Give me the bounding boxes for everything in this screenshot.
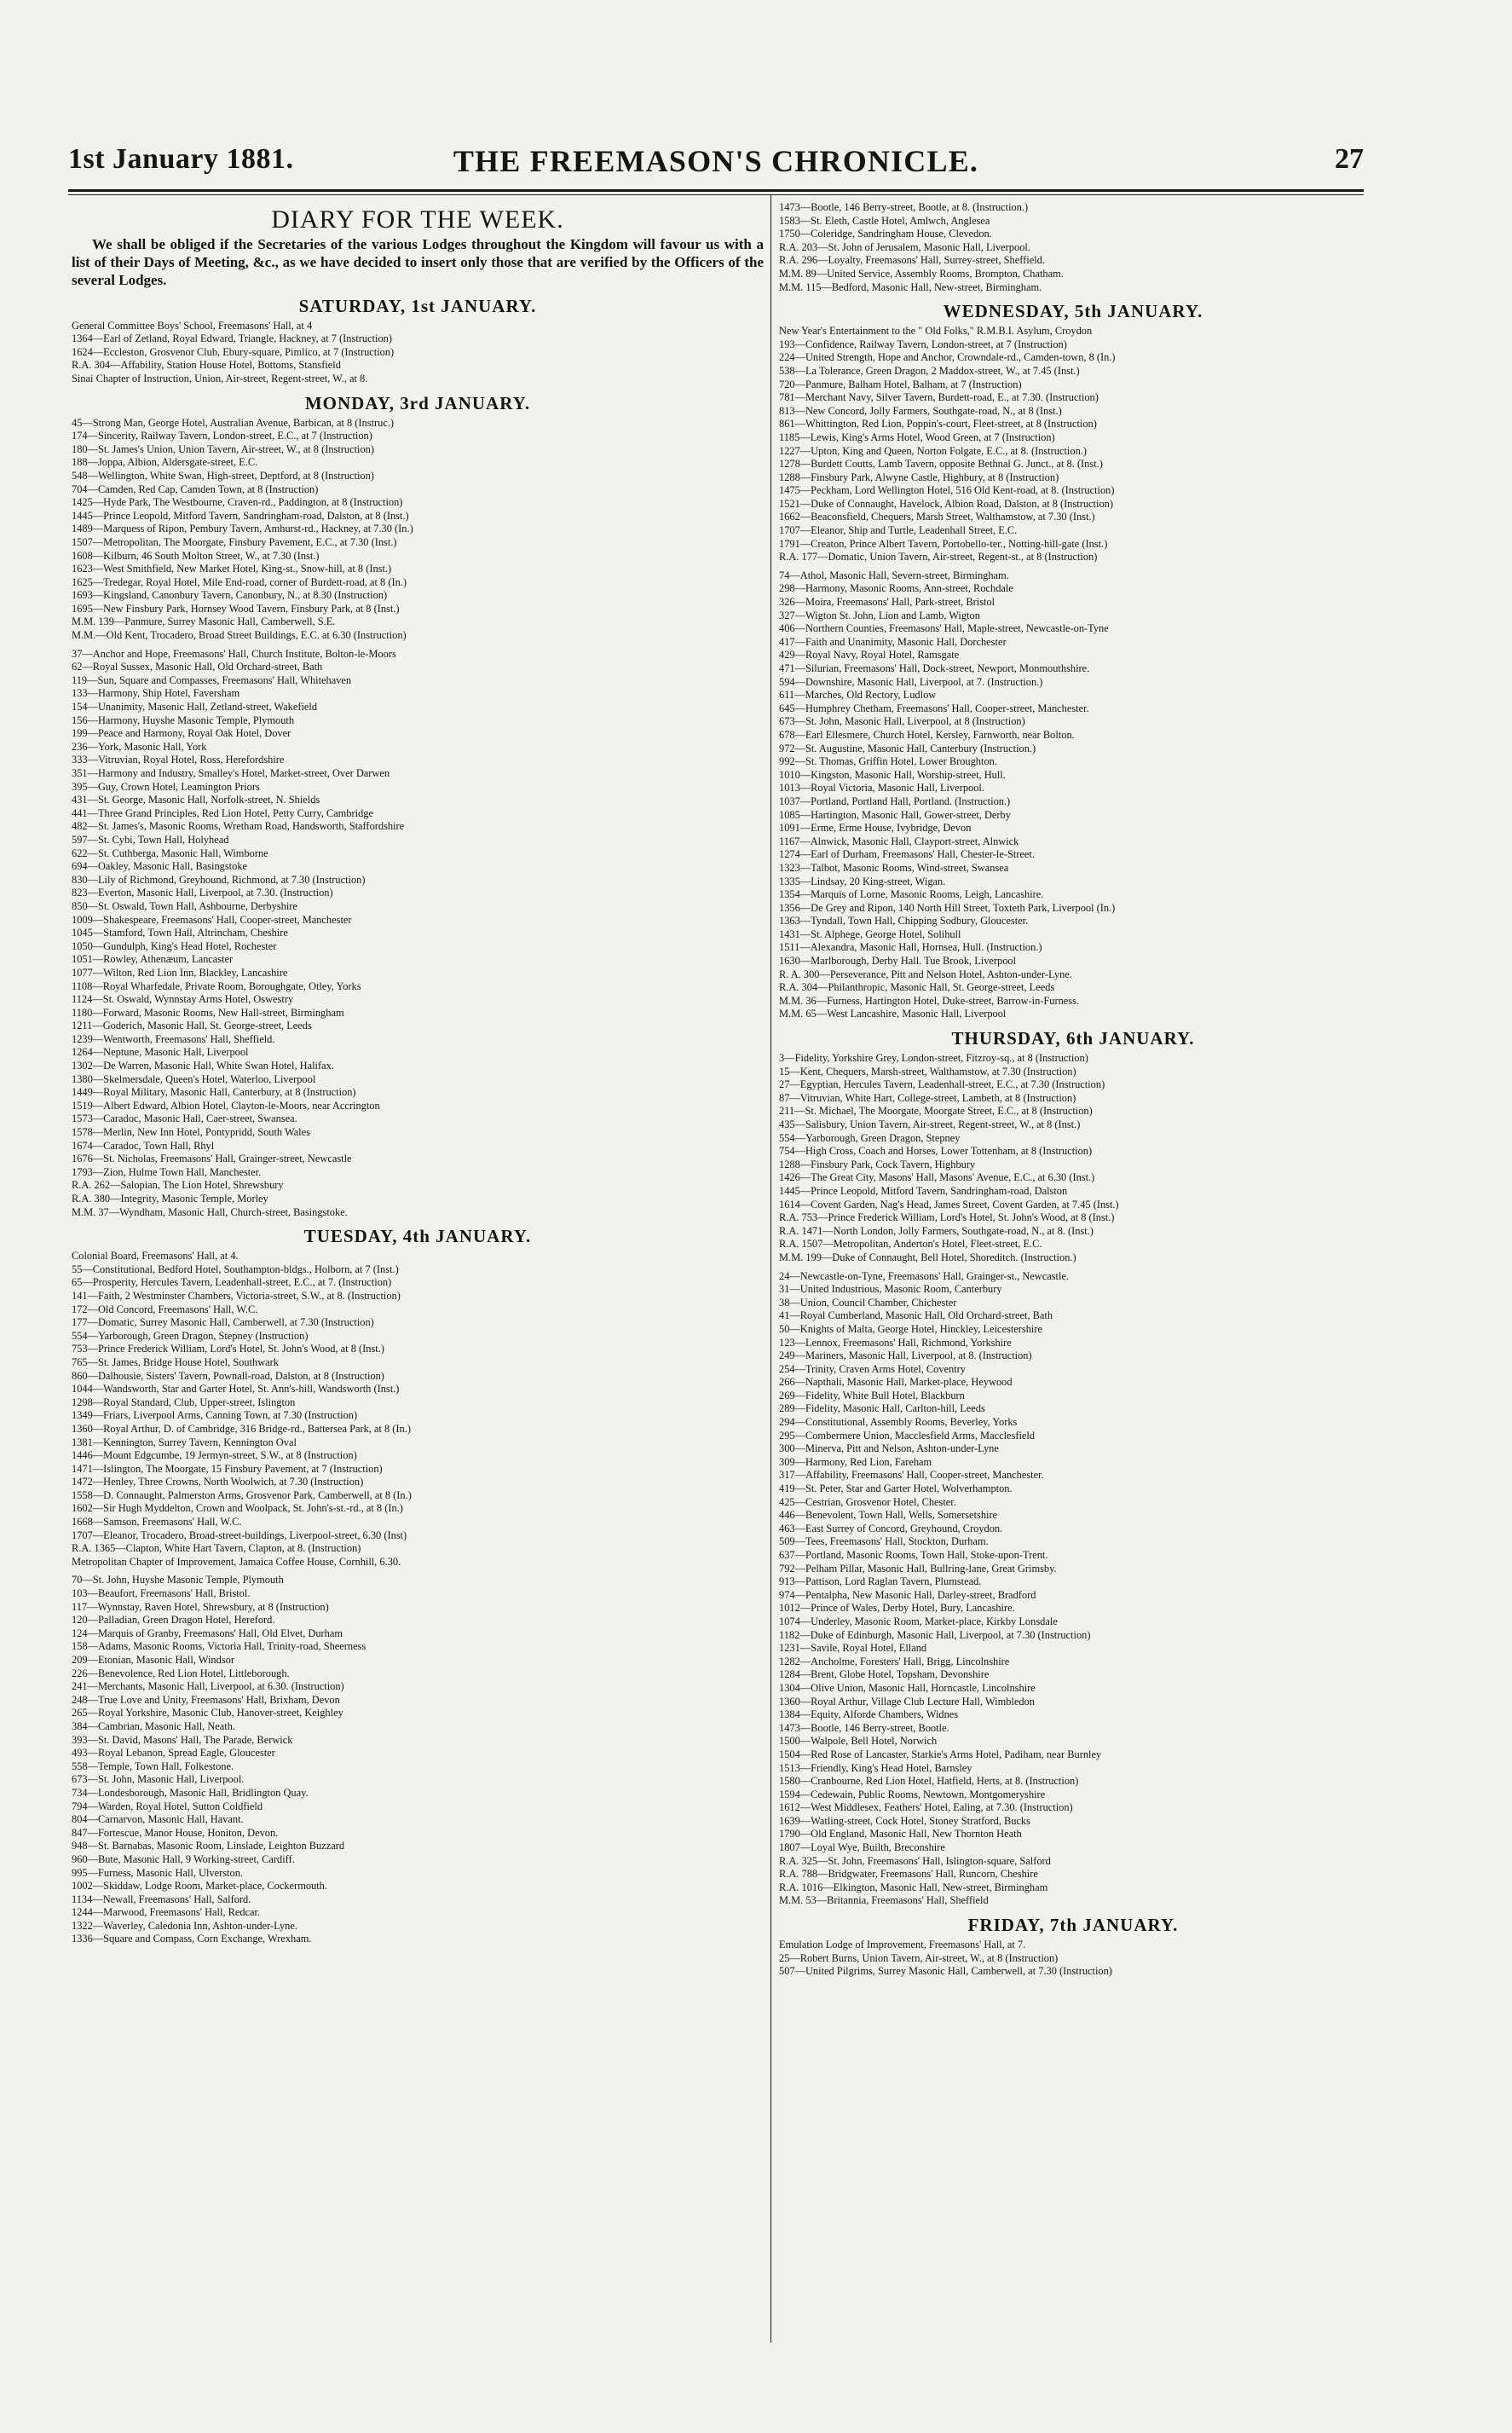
lodge-entry: 1167—Alnwick, Masonic Hall, Clayport-street, Alnwick (779, 835, 1019, 847)
lodge-entry: 1124—St. Oswald, Wynnstay Arms Hotel, Oswestry (72, 993, 294, 1006)
lodge-entry: M.M. 65—West Lancashire, Masonic Hall, Liverpool (779, 1008, 1007, 1020)
lodge-entry: 1707—Eleanor, Ship and Turtle, Leadenhall Street, E.C. (779, 524, 1018, 537)
lodge-entry: 1511—Alexandra, Masonic Hall, Hornsea, Hull. (Instruction.) (779, 941, 1042, 954)
lodge-entry: 1091—Erme, Erme House, Ivybridge, Devon (779, 822, 972, 835)
lodge-entry: R.A. 1507—Metropolitan, Anderton's Hotel, Fleet-street, E.C. (779, 1238, 1042, 1251)
lodge-entry: 1791—Creaton, Prince Albert Tavern, Portobello-ter., Notting-hill-gate (Inst.) (779, 537, 1108, 550)
lodge-entry: M.M. 199—Duke of Connaught, Bell Hotel, Shoreditch. (Instruction.) (779, 1251, 1076, 1263)
lodge-entry: 1519—Albert Edward, Albion Hotel, Clayton-le-Moors, near Accrington (72, 1099, 380, 1112)
lodge-entry: 1360—Royal Arthur, Village Club Lecture Hall, Wimbledon (779, 1695, 1035, 1708)
lodge-entry: 1045—Stamford, Town Hall, Altrincham, Cheshire (72, 927, 288, 939)
page-number: 27 (1335, 143, 1364, 175)
lodge-entry: Colonial Board, Freemasons' Hall, at 4. (72, 1250, 239, 1263)
lodge-entry: 1302—De Warren, Masonic Hall, White Swan Hotel, Halifax. (72, 1060, 334, 1072)
lodge-entry: 141—Faith, 2 Westminster Chambers, Victoria-street, S.W., at 8. (Instruction) (72, 1289, 401, 1302)
lodge-entry: 1009—Shakespeare, Freemasons' Hall, Cooper-street, Manchester (72, 913, 352, 926)
lodge-entry: 50—Knights of Malta, George Hotel, Hinckley, Leicestershire (779, 1322, 1042, 1335)
lodge-entry: 117—Wynnstay, Raven Hotel, Shrewsbury, at 8 (Instruction) (72, 1600, 329, 1613)
lodge-entry: 119—Sun, Square and Compasses, Freemasons' Hall, Whitehaven (72, 673, 352, 686)
lodge-entry: 611—Marches, Old Rectory, Ludlow (779, 689, 937, 702)
lodge-entry: 1134—Newall, Freemasons' Hall, Salford. (72, 1893, 251, 1905)
lodge-entry: 1180—Forward, Masonic Rooms, New Hall-street, Birmingham (72, 1006, 344, 1019)
lodge-entry: Metropolitan Chapter of Improvement, Jamaica Coffee House, Cornhill, 6.30. (72, 1555, 401, 1568)
lodge-entry: 694—Oakley, Masonic Hall, Basingstoke (72, 860, 248, 873)
lodge-entry: 548—Wellington, White Swan, High-street, Deptford, at 8 (Instruction) (72, 469, 374, 482)
lodge-entry: R.A. 325—St. John, Freemasons' Hall, Islington-square, Salford (779, 1854, 1051, 1867)
lodge-entry: 974—Pentalpha, New Masonic Hall, Darley-street, Bradford (779, 1588, 1036, 1601)
lodge-entry: 1182—Duke of Edinburgh, Masonic Hall, Liverpool, at 7.30 (Instruction) (779, 1628, 1091, 1641)
lodge-entry: 1513—Friendly, King's Head Hotel, Barnsley (779, 1761, 972, 1774)
lodge-entry: M.M. 139—Panmure, Surrey Masonic Hall, Camberwell, S.E. (72, 615, 336, 628)
lodge-entry: 1349—Friars, Liverpool Arms, Canning Town, at 7.30 (Instruction) (72, 1409, 358, 1422)
lodge-entry: R.A. 1365—Clapton, White Hart Tavern, Clapton, at 8. (Instruction) (72, 1542, 361, 1555)
lodge-entry: 317—Affability, Freemasons' Hall, Cooper-street, Manchester. (779, 1469, 1044, 1482)
lodge-entry: 1085—Hartington, Masonic Hall, Gower-street, Derby (779, 808, 1011, 821)
lodge-entry: 1288—Finsbury Park, Cock Tavern, Highbury (779, 1158, 976, 1170)
lodge-entry: 1363—Tyndall, Town Hall, Chipping Sodbury, Gloucester. (779, 915, 1029, 928)
lodge-entry: 1051—Rowley, Athenæum, Lancaster (72, 953, 234, 966)
lodge-entry: 1211—Goderich, Masonic Hall, St. George-street, Leeds (72, 1020, 312, 1032)
lodge-entry: 406—Northern Counties, Freemasons' Hall, Maple-street, Newcastle-on-Tyne (779, 622, 1109, 635)
lodge-entry: 673—St. John, Masonic Hall, Liverpool, at 8 (Instruction) (779, 715, 1025, 728)
lodge-entry: 1356—De Grey and Ripon, 140 North Hill Street, Toxteth Park, Liverpool (In.) (779, 901, 1116, 914)
lodge-entry: R.A. 304—Affability, Station House Hotel, Bottoms, Stansfield (72, 359, 341, 372)
lodge-entry: 992—St. Thomas, Griffin Hotel, Lower Broughton. (779, 755, 997, 768)
lodge-entry: R.A. 262—Salopian, The Lion Hotel, Shrewsbury (72, 1179, 284, 1192)
lodge-entry: 1750—Coleridge, Sandringham House, Clevedon. (779, 228, 992, 240)
day-heading: TUESDAY, 4th JANUARY. (303, 1226, 532, 1247)
lodge-entry: 792—Pelham Pillar, Masonic Hall, Bullring-lane, Great Grimsby. (779, 1562, 1057, 1575)
lodge-entry: 823—Everton, Masonic Hall, Liverpool, at 7.30. (Instruction) (72, 887, 333, 899)
lodge-entry: 1594—Cedewain, Public Rooms, Newtown, Montgomeryshire (779, 1788, 1046, 1800)
lodge-entry: 1426—The Great City, Masons' Hall, Masons' Avenue, E.C., at 6.30 (Inst.) (779, 1171, 1095, 1184)
lodge-entry: 1431—St. Alphege, George Hotel, Solihull (779, 928, 961, 940)
lodge-entry: R.A. 788—Bridgwater, Freemasons' Hall, Runcorn, Cheshire (779, 1868, 1038, 1881)
lodge-entry: 1676—St. Nicholas, Freemasons' Hall, Grainger-street, Newcastle (72, 1153, 352, 1165)
lodge-entry: 393—St. David, Masons' Hall, The Parade, Berwick (72, 1733, 293, 1746)
lodge-entry: 266—Napthali, Masonic Hall, Market-place, Heywood (779, 1376, 1013, 1389)
lodge-entry: 193—Confidence, Railway Tavern, London-street, at 7 (Instruction) (779, 338, 1067, 350)
lodge-entry: 298—Harmony, Masonic Rooms, Ann-street, Rochdale (779, 582, 1013, 595)
lodge-entry: 326—Moira, Freemasons' Hall, Park-street, Bristol (779, 596, 995, 609)
lodge-entry: 1304—Olive Union, Masonic Hall, Horncastle, Lincolnshire (779, 1681, 1036, 1694)
lodge-list (72, 1250, 764, 1569)
lodge-entry: 1264—Neptune, Masonic Hall, Liverpool (72, 1046, 249, 1059)
lodge-entry: 1298—Royal Standard, Club, Upper-street, Islington (72, 1396, 296, 1408)
lodge-entry: 622—St. Cuthberga, Masonic Hall, Wimborne (72, 847, 268, 859)
lodge-entry: 241—Merchants, Masonic Hall, Liverpool, at 6.30. (Instruction) (72, 1680, 344, 1693)
lodge-list (72, 320, 764, 386)
lodge-list (72, 417, 764, 643)
lodge-entry: Sinai Chapter of Instruction, Union, Air-street, Regent-street, W., at 8. (72, 372, 368, 384)
lodge-entry: 172—Old Concord, Freemasons' Hall, W.C. (72, 1303, 258, 1315)
lodge-entry: M.M. 115—Bedford, Masonic Hall, New-street, Birmingham. (779, 280, 1042, 293)
lodge-entry: 158—Adams, Masonic Rooms, Victoria Hall, Trinity-road, Sheerness (72, 1640, 366, 1653)
lodge-entry: 1473—Bootle, 146 Berry-street, Bootle. (779, 1721, 949, 1734)
lodge-entry: 1608—Kilburn, 46 South Molton Street, W., at 7.30 (Inst.) (72, 549, 320, 562)
lodge-entry: 704—Camden, Red Cap, Camden Town, at 8 (Instruction) (72, 483, 319, 495)
lodge-entry: 847—Fortescue, Manor House, Honiton, Devon. (72, 1826, 279, 1839)
lodge-entry: 236—York, Masonic Hall, York (72, 740, 207, 753)
lodge-entry: 754—High Cross, Coach and Horses, Lower Tottenham, at 8 (Instruction) (779, 1145, 1093, 1158)
lodge-entry: 1500—Walpole, Bell Hotel, Norwich (779, 1735, 938, 1748)
lodge-entry: 678—Earl Ellesmere, Church Hotel, Kersley, Farnworth, near Bolton. (779, 728, 1075, 741)
lodge-entry: 1074—Underley, Masonic Room, Market-place, Kirkby Lonsdale (779, 1615, 1058, 1627)
lodge-entry: 781—Merchant Navy, Silver Tavern, Burdett-road, E., at 7.30. (Instruction) (779, 391, 1099, 404)
day-heading: THURSDAY, 6th JANUARY. (951, 1028, 1195, 1049)
lodge-entry: 15—Kent, Chequers, Marsh-street, Walthamstow, at 7.30 (Instruction) (779, 1065, 1076, 1078)
lodge-list (779, 569, 1367, 1021)
lodge-entry: 1612—West Middlesex, Feathers' Hotel, Ealing, at 7.30. (Instruction) (779, 1801, 1073, 1814)
lodge-entry: 830—Lily of Richmond, Greyhound, Richmond, at 7.30 (Instruction) (72, 873, 366, 886)
lodge-entry: 1573—Caradoc, Masonic Hall, Caer-street, Swansea. (72, 1112, 297, 1125)
lodge-entry: 554—Yarborough, Green Dragon, Stepney (Instruction) (72, 1329, 309, 1342)
lodge-entry: 1472—Henley, Three Crowns, North Woolwich, at 7.30 (Instruction) (72, 1476, 364, 1488)
lodge-entry: 860—Dalhousie, Sisters' Tavern, Pownall-road, Dalston, at 8 (Instruction) (72, 1369, 384, 1382)
lodge-entry: 1624—Eccleston, Grosvenor Club, Ebury-square, Pimlico, at 7 (Instruction) (72, 345, 395, 358)
column-divider (770, 194, 771, 2343)
lodge-entry: 1507—Metropolitan, The Moorgate, Finsbury Pavement, E.C., at 7.30 (Inst.) (72, 535, 397, 548)
lodge-entry: M.M. 89—United Service, Assembly Rooms, Brompton, Chatham. (779, 267, 1064, 280)
lodge-entry: 1364—Earl of Zetland, Royal Edward, Triangle, Hackney, at 7 (Instruction) (72, 332, 392, 345)
lodge-list (779, 1270, 1367, 1909)
lodge-entry: 1623—West Smithfield, New Market Hotel, King-st., Snow-hill, at 8 (Inst.) (72, 563, 392, 575)
lodge-entry: 1278—Burdett Coutts, Lamb Tavern, opposite Bethnal G. Junct., at 8. (Inst.) (779, 458, 1103, 471)
lodge-entry: 753—Prince Frederick William, Lord's Hotel, St. John's Wood, at 8 (Inst.) (72, 1343, 384, 1355)
lodge-entry: 1274—Earl of Durham, Freemasons' Hall, Chester-le-Street. (779, 848, 1035, 861)
lodge-entry: 597—St. Cybi, Town Hall, Holyhead (72, 833, 229, 846)
lodge-entry: R.A. 177—Domatic, Union Tavern, Air-street, Regent-st., at 8 (Instruction) (779, 551, 1098, 563)
lodge-entry: 1790—Old England, Masonic Hall, New Thornton Heath (779, 1828, 1022, 1841)
lodge-entry: 594—Downshire, Masonic Hall, Liverpool, at 7. (Instruction.) (779, 675, 1043, 688)
lodge-entry: R. A. 300—Perseverance, Pitt and Nelson Hotel, Ashton-under-Lyne. (779, 968, 1072, 980)
lodge-entry: 509—Tees, Freemasons' Hall, Stockton, Durham. (779, 1535, 989, 1548)
lodge-entry: 1602—Sir Hugh Myddelton, Crown and Woolpack, St. John's-st.-rd., at 8 (In.) (72, 1502, 403, 1515)
lodge-list (779, 1052, 1367, 1265)
right-column (779, 201, 1367, 1979)
lodge-entry: M.M. 37—Wyndham, Masonic Hall, Church-street, Basingstoke. (72, 1205, 348, 1218)
lodge-entry: 1521—Duke of Connaught, Havelock, Albion Road, Dalston, at 8 (Instruction) (779, 497, 1113, 510)
lodge-entry: 1010—Kingston, Masonic Hall, Worship-street, Hull. (779, 768, 1006, 781)
lodge-entry: New Year's Entertainment to the " Old Folks," R.M.B.I. Asylum, Croydon (779, 325, 1093, 338)
lodge-entry: 226—Benevolence, Red Lion Hotel, Littleborough. (72, 1667, 290, 1679)
lodge-entry: 45—Strong Man, George Hotel, Australian Avenue, Barbican, at 8 (Instruc.) (72, 416, 395, 429)
lodge-entry: 850—St. Oswald, Town Hall, Ashbourne, Derbyshire (72, 899, 297, 912)
lodge-entry: 1558—D. Connaught, Palmerston Arms, Grosvenor Park, Camberwell, at 8 (In.) (72, 1488, 412, 1501)
lodge-entry: 154—Unanimity, Masonic Hall, Zetland-street, Wakefield (72, 701, 318, 714)
lodge-entry: R.A. 296—Loyalty, Freemasons' Hall, Surrey-street, Sheffield. (779, 254, 1045, 267)
day-heading: MONDAY, 3rd JANUARY. (304, 392, 531, 413)
lodge-entry: 1050—Gundulph, King's Head Hotel, Rochester (72, 939, 277, 952)
lodge-list (72, 1574, 764, 1946)
lodge-entry: 24—Newcastle-on-Tyne, Freemasons' Hall, Grainger-st., Newcastle. (779, 1269, 1070, 1282)
diary-title: DIARY FOR THE WEEK. (271, 205, 564, 234)
lodge-entry: 177—Domatic, Surrey Masonic Hall, Camberwell, at 7.30 (Instruction) (72, 1316, 374, 1329)
lodge-entry: 734—Londesborough, Masonic Hall, Bridlington Quay. (72, 1786, 309, 1799)
lodge-entry: 431—St. George, Masonic Hall, Norfolk-street, N. Shields (72, 794, 320, 806)
lodge-entry: 1012—Prince of Wales, Derby Hotel, Bury, Lancashire. (779, 1602, 1015, 1615)
lodge-entry: R.A. 1471—North London, Jolly Farmers, Southgate-road, N., at 8. (Inst.) (779, 1224, 1094, 1237)
lodge-entry: 1445—Prince Leopold, Mitford Tavern, Sandringham-road, Dalston, at 8 (Inst.) (72, 509, 409, 522)
lodge-entry: 1707—Eleanor, Trocadero, Broad-street-buildings, Liverpool-street, 6.30 (Inst) (72, 1529, 407, 1541)
lodge-entry: 1323—Talbot, Masonic Rooms, Wind-street, Swansea (779, 861, 1009, 874)
lodge-entry: 384—Cambrian, Masonic Hall, Neath. (72, 1719, 236, 1732)
lodge-entry: M.M. 53—Britannia, Freemasons' Hall, Sheffield (779, 1894, 989, 1907)
lodge-entry: 333—Vitruvian, Royal Hotel, Ross, Herefordshire (72, 754, 285, 766)
lodge-entry: R.A. 380—Integrity, Masonic Temple, Morley (72, 1193, 268, 1205)
lodge-entry: 1445—Prince Leopold, Mitford Tavern, Sandringham-road, Dalston (779, 1184, 1068, 1197)
lodge-entry: 419—St. Peter, Star and Garter Hotel, Wolverhampton. (779, 1482, 1013, 1495)
lodge-entry: 861—Whittington, Red Lion, Poppin's-court, Fleet-street, at 8 (Instruction) (779, 418, 1097, 431)
lodge-entry: 249—Mariners, Masonic Hall, Liverpool, at 8. (Instruction) (779, 1349, 1032, 1362)
lodge-entry: 960—Bute, Masonic Hall, 9 Working-street, Cardiff. (72, 1852, 295, 1865)
lodge-entry: 27—Egyptian, Hercules Tavern, Leadenhall-street, E.C., at 7.30 (Instruction) (779, 1078, 1105, 1091)
lodge-entry: 720—Panmure, Balham Hotel, Balham, at 7 (Instruction) (779, 378, 1022, 390)
lodge-entry: 289—Fidelity, Masonic Hall, Carlton-hill, Leeds (779, 1402, 985, 1415)
lodge-entry: 254—Trinity, Craven Arms Hotel, Coventry (779, 1362, 967, 1375)
lodge-entry: 199—Peace and Harmony, Royal Oak Hotel, Dover (72, 727, 291, 740)
lodge-entry: 1077—Wilton, Red Lion Inn, Blackley, Lancashire (72, 966, 288, 979)
publication-title: THE FREEMASON'S CHRONICLE. (453, 144, 979, 178)
lodge-entry: 995—Furness, Masonic Hall, Ulverston. (72, 1866, 243, 1879)
lodge-entry: 87—Vitruvian, White Hart, College-street, Lambeth, at 8 (Instruction) (779, 1091, 1076, 1104)
lodge-entry: 211—St. Michael, The Moorgate, Moorgate Street, E.C., at 8 (Instruction) (779, 1105, 1093, 1118)
lodge-entry: 70—St. John, Huyshe Masonic Temple, Plymouth (72, 1574, 284, 1586)
lodge-entry: 1583—St. Eleth, Castle Hotel, Amlwch, Anglesea (779, 214, 990, 227)
lodge-entry: 269—Fidelity, White Bull Hotel, Blackburn (779, 1389, 965, 1401)
lodge-entry: 1446—Mount Edgcumbe, 19 Jermyn-street, S.W., at 8 (Instruction) (72, 1449, 357, 1462)
lodge-entry: M.M.—Old Kent, Trocadero, Broad Street Buildings, E.C. at 6.30 (Instruction) (72, 629, 407, 642)
lodge-entry: 174—Sincerity, Railway Tavern, London-street, E.C., at 7 (Instruction) (72, 430, 372, 442)
lodge-entry: 65—Prosperity, Hercules Tavern, Leadenhall-street, E.C., at 7. (Instruction) (72, 1276, 392, 1289)
lodge-list (779, 1939, 1367, 1979)
lodge-entry: 441—Three Grand Principles, Red Lion Hotel, Petty Curry, Cambridge (72, 806, 373, 819)
lodge-entry: 351—Harmony and Industry, Smalley's Hotel, Market-street, Over Darwen (72, 767, 390, 779)
lodge-entry: 1674—Caradoc, Town Hall, Rhyl (72, 1139, 215, 1152)
day-heading: SATURDAY, 1st JANUARY. (298, 295, 537, 316)
masthead (68, 143, 1364, 193)
lodge-entry: 1662—Beaconsfield, Chequers, Marsh Street, Walthamstow, at 7.30 (Inst.) (779, 511, 1095, 523)
lodge-entry: 558—Temple, Town Hall, Folkestone. (72, 1760, 234, 1772)
lodge-entry: 123—Lennox, Freemasons' Hall, Richmond, Yorkshire (779, 1336, 1012, 1349)
lodge-entry: 1354—Marquis of Lorne, Masonic Rooms, Leigh, Lancashire. (779, 888, 1044, 901)
lodge-entry: 395—Guy, Crown Hotel, Leamington Priors (72, 780, 260, 793)
lodge-entry: 300—Minerva, Pitt and Nelson, Ashton-under-Lyne (779, 1442, 999, 1455)
lodge-entry: 429—Royal Navy, Royal Hotel, Ramsgate (779, 649, 960, 662)
lodge-entry: 1489—Marquess of Ripon, Pembury Tavern, Amhurst-rd., Hackney, at 7.30 (In.) (72, 523, 413, 535)
lodge-entry: 538—La Tolerance, Green Dragon, 2 Maddox-street, W., at 7.45 (Inst.) (779, 364, 1080, 377)
lodge-entry: 913—Pattison, Lord Raglan Tavern, Plumstead. (779, 1575, 982, 1588)
lodge-entry: 37—Anchor and Hope, Freemasons' Hall, Church Institute, Bolton-le-Moors (72, 647, 396, 660)
lodge-entry: 1227—Upton, King and Queen, Norton Folgate, E.C., at 8. (Instruction.) (779, 444, 1087, 457)
lodge-entry: 294—Constitutional, Assembly Rooms, Beverley, Yorks (779, 1416, 1018, 1429)
lodge-entry: 507—United Pilgrims, Surrey Masonic Hall, Camberwell, at 7.30 (Instruction) (779, 1965, 1112, 1978)
lodge-entry: 1239—Wentworth, Freemasons' Hall, Sheffield. (72, 1032, 275, 1045)
lodge-entry: 309—Harmony, Red Lion, Fareham (779, 1455, 932, 1468)
lodge-entry: 1044—Wandsworth, Star and Garter Hotel, St. Ann's-hill, Wandsworth (Inst.) (72, 1383, 400, 1396)
lodge-entry: 1695—New Finsbury Park, Hornsey Wood Tavern, Finsbury Park, at 8 (Inst.) (72, 602, 400, 615)
lodge-entry: 1475—Peckham, Lord Wellington Hotel, 516 Old Kent-road, at 8. (Instruction) (779, 484, 1115, 497)
lodge-entry: 265—Royal Yorkshire, Masonic Club, Hanover-street, Keighley (72, 1707, 343, 1719)
lodge-entry: 813—New Concord, Jolly Farmers, Southgate-road, N., at 8 (Inst.) (779, 404, 1062, 417)
lodge-entry: 1614—Covent Garden, Nag's Head, James Street, Covent Garden, at 7.45 (Inst.) (779, 1198, 1119, 1211)
lodge-entry: 74—Athol, Masonic Hall, Severn-street, Birmingham. (779, 569, 1009, 581)
lodge-entry: 1473—Bootle, 146 Berry-street, Bootle, at 8. (Instruction.) (779, 201, 1029, 213)
lodge-entry: 554—Yarborough, Green Dragon, Stepney (779, 1131, 961, 1144)
lodge-entry: 327—Wigton St. John, Lion and Lamb, Wigton (779, 609, 980, 621)
lodge-entry: 1322—Waverley, Caledonia Inn, Ashton-under-Lyne. (72, 1919, 297, 1932)
lodge-entry: 1108—Royal Wharfedale, Private Room, Boroughgate, Otley, Yorks (72, 980, 361, 992)
masthead-rule-thick (68, 189, 1364, 192)
lodge-entry: 1630—Marlborough, Derby Hall. Tue Brook, Liverpool (779, 955, 1017, 968)
lodge-entry: 295—Combermere Union, Macclesfield Arms, Macclesfield (779, 1429, 1036, 1442)
masthead-rule-thin (68, 194, 1364, 195)
lodge-entry: 417—Faith and Unanimity, Masonic Hall, Dorchester (779, 635, 1007, 648)
lodge-entry: 948—St. Barnabas, Masonic Room, Linslade, Leighton Buzzard (72, 1840, 345, 1852)
lodge-list (72, 648, 764, 1220)
lodge-entry: 645—Humphrey Chetham, Freemasons' Hall, Cooper-street, Manchester. (779, 702, 1089, 714)
lodge-entry: 1380—Skelmersdale, Queen's Hotel, Waterloo, Liverpool (72, 1072, 316, 1085)
lodge-list (779, 325, 1367, 564)
lodge-entry: 1335—Lindsay, 20 King-street, Wigan. (779, 875, 946, 887)
lodge-entry: Emulation Lodge of Improvement, Freemasons' Hall, at 7. (779, 1939, 1026, 1951)
lodge-entry: 637—Portland, Masonic Rooms, Town Hall, Stoke-upon-Trent. (779, 1549, 1048, 1561)
lodge-entry: 248—True Love and Unity, Freemasons' Hall, Brixham, Devon (72, 1693, 340, 1706)
lodge-entry: 124—Marquis of Granby, Freemasons' Hall, Old Elvet, Durham (72, 1627, 343, 1639)
lodge-entry: 1231—Savile, Royal Hotel, Elland (779, 1642, 927, 1655)
lodge-entry: M.M. 36—Furness, Hartington Hotel, Duke-street, Barrow-in-Furness. (779, 994, 1080, 1007)
lodge-entry: 794—Warden, Royal Hotel, Sutton Coldfield (72, 1800, 263, 1812)
lodge-entry: 1244—Marwood, Freemasons' Hall, Redcar. (72, 1906, 261, 1919)
lodge-entry: 180—St. James's Union, Union Tavern, Air-street, W., at 8 (Instruction) (72, 442, 375, 455)
lodge-entry: 1002—Skiddaw, Lodge Room, Market-place, Cockermouth. (72, 1880, 327, 1893)
lodge-entry: 1381—Kennington, Surrey Tavern, Kennington Oval (72, 1436, 297, 1448)
lodge-entry: 1282—Ancholme, Foresters' Hall, Brigg, Lincolnshire (779, 1655, 1010, 1667)
lodge-entry: 1793—Zion, Hulme Town Hall, Manchester. (72, 1165, 262, 1178)
lodge-entry: 1360—Royal Arthur, D. of Cambridge, 316 Bridge-rd., Battersea Park, at 8 (In.) (72, 1422, 411, 1435)
lodge-entry: 1807—Loyal Wye, Builth, Breconshire (779, 1841, 945, 1854)
lodge-entry: R.A. 203—St. John of Jerusalem, Masonic Hall, Liverpool. (779, 240, 1030, 253)
lodge-entry: 120—Palladian, Green Dragon Hotel, Hereford. (72, 1614, 275, 1627)
lodge-entry: 1668—Samson, Freemasons' Hall, W.C. (72, 1516, 242, 1529)
lodge-entry: 1336—Square and Compass, Corn Exchange, Wrexham. (72, 1933, 312, 1945)
lodge-entry: 1639—Watling-street, Cock Hotel, Stoney Stratford, Bucks (779, 1814, 1030, 1827)
lodge-entry: 62—Royal Sussex, Masonic Hall, Old Orchard-street, Bath (72, 661, 323, 673)
lodge-entry: 1504—Red Rose of Lancaster, Starkie's Arms Hotel, Padiham, near Burnley (779, 1748, 1102, 1760)
lodge-entry: 31—United Industrious, Masonic Room, Canterbury (779, 1283, 1002, 1296)
lodge-entry: 224—United Strength, Hope and Anchor, Crowndale-rd., Camden-town, 8 (In.) (779, 351, 1116, 364)
lodge-entry: 1284—Brent, Globe Hotel, Topsham, Devonshire (779, 1668, 990, 1681)
lodge-entry: 1425—Hyde Park, The Westbourne, Craven-rd., Paddington, at 8 (Instruction) (72, 496, 403, 509)
tuesday-continued-list (779, 201, 1367, 294)
lodge-entry: 1625—Tredegar, Royal Hotel, Mile End-road, corner of Burdett-road, at 8 (In.) (72, 575, 407, 588)
lodge-entry: 103—Beaufort, Freemasons' Hall, Bristol. (72, 1587, 251, 1600)
lodge-entry: 25—Robert Burns, Union Tavern, Air-street, W., at 8 (Instruction) (779, 1951, 1059, 1964)
lodge-entry: R.A. 753—Prince Frederick William, Lord's Hotel, St. John's Wood, at 8 (Inst.) (779, 1211, 1115, 1224)
lodge-entry: 446—Benevolent, Town Hall, Wells, Somersetshire (779, 1509, 998, 1522)
lodge-entry: 1185—Lewis, King's Arms Hotel, Wood Green, at 7 (Instruction) (779, 431, 1055, 443)
day-heading: FRIDAY, 7th JANUARY. (967, 1915, 1179, 1936)
lodge-entry: 673—St. John, Masonic Hall, Liverpool. (72, 1773, 245, 1786)
lodge-entry: 1578—Merlin, New Inn Hotel, Pontypridd, South Wales (72, 1126, 310, 1139)
lodge-entry: 1580—Cranbourne, Red Lion Hotel, Hatfield, Herts, at 8. (Instruction) (779, 1775, 1079, 1788)
lodge-entry: 41—Royal Cumberland, Masonic Hall, Old Orchard-street, Bath (779, 1309, 1053, 1322)
lodge-entry: 55—Constitutional, Bedford Hotel, Southampton-bldgs., Holborn, at 7 (Inst.) (72, 1263, 399, 1275)
lodge-entry: General Committee Boys' School, Freemasons' Hall, at 4 (72, 319, 313, 332)
lodge-entry: 1471—Islington, The Moorgate, 15 Finsbury Pavement, at 7 (Instruction) (72, 1462, 383, 1475)
lodge-entry: 765—St. James, Bridge House Hotel, Southwark (72, 1355, 279, 1368)
lodge-entry: 482—St. James's, Masonic Rooms, Wretham Road, Handsworth, Staffordshire (72, 820, 405, 833)
lodge-entry: R.A. 1016—Elkington, Masonic Hall, New-street, Birmingham (779, 1881, 1048, 1893)
lodge-entry: 156—Harmony, Huyshe Masonic Temple, Plymouth (72, 714, 295, 726)
lodge-entry: 188—Joppa, Albion, Aldersgate-street, E.C. (72, 456, 258, 469)
day-heading: WEDNESDAY, 5th JANUARY. (943, 301, 1203, 322)
lodge-entry: 1449—Royal Military, Masonic Hall, Canterbury, at 8 (Instruction) (72, 1086, 356, 1099)
lodge-entry: 1013—Royal Victoria, Masonic Hall, Liverpool. (779, 782, 984, 795)
lodge-entry: 38—Union, Council Chamber, Chichester (779, 1296, 957, 1309)
lodge-entry: 1384—Equity, Alforde Chambers, Widnes (779, 1708, 959, 1721)
lodge-entry: 1288—Finsbury Park, Alwyne Castle, Highbury, at 8 (Instruction) (779, 471, 1059, 483)
lodge-entry: 463—East Surrey of Concord, Greyhound, Croydon. (779, 1522, 1003, 1534)
issue-date: 1st January 1881. (68, 143, 294, 175)
lodge-entry: 3—Fidelity, Yorkshire Grey, London-street, Fitzroy-sq., at 8 (Instruction) (779, 1052, 1088, 1065)
lodge-entry: 435—Salisbury, Union Tavern, Air-street, Regent-street, W., at 8 (Inst.) (779, 1118, 1081, 1130)
lodge-entry: 493—Royal Lebanon, Spread Eagle, Gloucester (72, 1747, 275, 1760)
lodge-entry: 1693—Kingsland, Canonbury Tavern, Canonbury, N., at 8.30 (Instruction) (72, 589, 388, 602)
lodge-entry: 471—Silurian, Freemasons' Hall, Dock-street, Newport, Monmouthshire. (779, 662, 1090, 674)
lodge-entry: 209—Etonian, Masonic Hall, Windsor (72, 1654, 234, 1666)
lodge-entry: R.A. 304—Philanthropic, Masonic Hall, St. George-street, Leeds (779, 981, 1055, 994)
diary-intro: We shall be obliged if the Secretaries of the various Lodges throughout the Kingdom will favour us with a list of their Days of Meeting, &c., as we have decided to insert only those that are verified by the Officers of the several Lodges. (72, 235, 764, 288)
left-column (72, 201, 764, 1946)
lodge-entry: 133—Harmony, Ship Hotel, Faversham (72, 687, 240, 700)
lodge-entry: 1037—Portland, Portland Hall, Portland. (Instruction.) (779, 795, 1011, 807)
lodge-entry: 972—St. Augustine, Masonic Hall, Canterbury (Instruction.) (779, 742, 1036, 754)
lodge-entry: 804—Carnarvon, Masonic Hall, Havant. (72, 1813, 244, 1826)
lodge-entry: 425—Cestrian, Grosvenor Hotel, Chester. (779, 1495, 956, 1508)
